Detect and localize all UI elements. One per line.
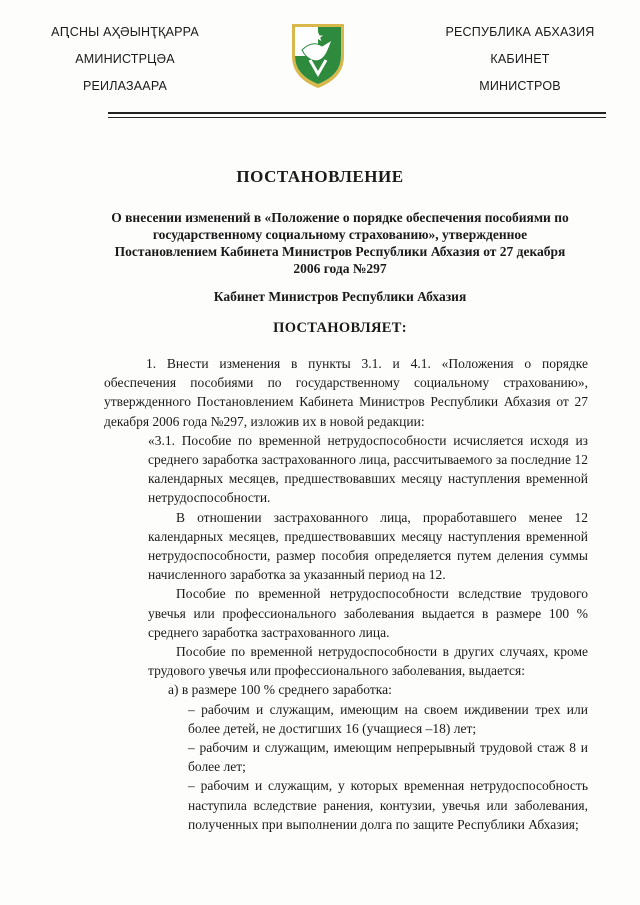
coat-of-arms-icon	[288, 20, 348, 90]
header-divider	[108, 112, 606, 114]
quoted-paragraph-less-than-12: В отношении застрахованного лица, проработавшего менее 12 календарных месяцев, предшествовавших месяцу наступления временной нетрудоспособности, размер пособия определяется путем деления суммы начисленного заработка за указанный период на 12.	[148, 509, 588, 583]
header-right-block	[440, 20, 600, 101]
quoted-paragraph-other-cases: Пособие по временной нетрудоспособности в других случаях, кроме трудового увечья или профессионального заболевания, выдается:	[148, 644, 588, 679]
header-left-line-2: АМИНИСТРЦӘА	[75, 52, 175, 66]
header-right-line-3: МИНИСТРОВ	[479, 79, 561, 93]
quoted-paragraph-3-1: «3.1. Пособие по временной нетрудоспособности исчисляется исходя из среднего заработка застрахованного лица, рассчитываемого за последние 12 календарных месяцев, предшествовавших месяцу наступления временной нетрудоспособности.	[148, 432, 588, 506]
list-item-a: а) в размере 100 % среднего заработка:	[168, 682, 392, 698]
header-left-line-1: АԤСНЫ АҲӘЫНҬҚАРРА	[51, 25, 199, 39]
header-left-line-3: РЕИЛАЗААРА	[82, 79, 168, 93]
document-body	[104, 354, 588, 834]
document-subject: О внесении изменений в «Положение о порядке обеспечения пособиями по государственному социальному страхованию», утвержденное Постановлением Кабинета Министров Республики Абхазия от 27 декабря 2006 года №297	[111, 210, 569, 276]
paragraph-1: 1. Внести изменения в пункты 3.1. и 4.1. «Положения о порядке обеспечения пособиями по государственному социальному страхованию», утвержденного Постановлением Кабинета Министров Республики Абхазия от 27 декабря 2006 года №297, изложив их в новой редакции:	[104, 356, 588, 429]
document-issuer: Кабинет Министров Республики Абхазия	[213, 289, 467, 304]
dash-item-experience: – рабочим и служащим, имеющим непрерывный трудовой стаж 8 и более лет;	[188, 740, 588, 775]
header-right-line-2: КАБИНЕТ	[490, 52, 550, 66]
header-divider-thin	[108, 117, 606, 118]
dash-item-dependents: – рабочим и служащим, имеющим на своем иждивении трех или более детей, не достигших 16 (учащиеся –18) лет;	[188, 701, 588, 736]
header-right-line-1: РЕСПУБЛИКА АБХАЗИЯ	[445, 25, 595, 39]
dash-item-defense: – рабочим и служащим, у которых временная нетрудоспособность наступила вследствие ранения, контузии, увечья или заболевания, полученных при выполнении долга по защите Республики Абхазия;	[188, 778, 588, 832]
document-resolves: ПОСТАНОВЛЯЕТ:	[273, 320, 407, 336]
quoted-paragraph-injury: Пособие по временной нетрудоспособности вследствие трудового увечья или профессионального заболевания выдается в размере 100 % среднего заработка застрахованного лица.	[148, 586, 588, 640]
header-left-block	[40, 20, 210, 101]
document-title: ПОСТАНОВЛЕНИЕ	[236, 167, 404, 186]
